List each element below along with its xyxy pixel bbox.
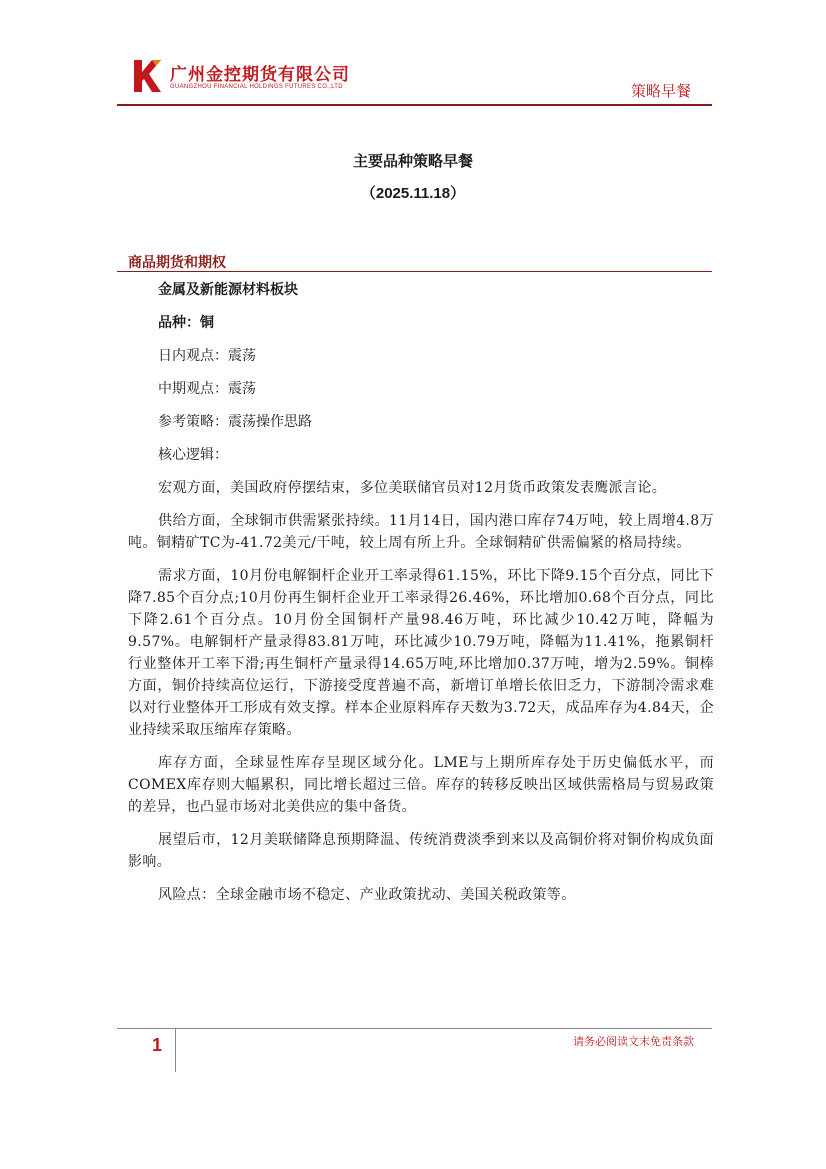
footer-divider: [117, 1028, 712, 1029]
page-number: 1: [152, 1035, 163, 1055]
footer-vertical-divider: [175, 1028, 176, 1072]
report-body: [128, 276, 714, 906]
intraday-view: 日内观点：震荡: [158, 348, 256, 364]
risk-paragraph: 风险点：全球金融市场不稳定、产业政策扰动、美国关税政策等。: [158, 887, 576, 903]
company-name: 广州金控期货有限公司: [170, 65, 350, 85]
document-title: 主要品种策略早餐: [352, 152, 473, 170]
variety-heading: 品种：铜: [158, 315, 214, 331]
core-logic-label: 核心逻辑：: [158, 447, 228, 463]
k-logo-icon: [132, 58, 162, 94]
sector-heading: 金属及新能源材料板块: [158, 282, 298, 298]
supply-paragraph: 供给方面，全球铜市供需紧张持续。11月14日，国内港口库存74万吨，较上周增4.8万吨。铜精矿TC为-41.72美元/干吨，较上周有所上升。全球铜精矿供需偏紧的格局持续。: [128, 513, 714, 551]
section-title: 商品期货和期权: [128, 255, 226, 271]
section-divider: [117, 271, 712, 272]
reference-strategy: 参考策略：震荡操作思路: [158, 414, 312, 430]
header-divider: [117, 104, 712, 106]
document-date: （2025.11.18）: [360, 185, 466, 202]
disclaimer-notice: 请务必阅读文末免责条款: [573, 1035, 694, 1048]
midterm-view: 中期观点：震荡: [158, 381, 256, 397]
report-type: 策略早餐: [630, 82, 691, 100]
demand-paragraph: 需求方面，10月份电解铜杆企业开工率录得61.15%，环比下降9.15个百分点，同比下降7.85个百分点;10月份再生铜杆企业开工率录得26.46%，环比增加0.68个百分点，同比下降2.61个百分点。10月份全国铜杆产量98.46万吨，环比减少10.42万吨，降幅为9.57%。电解铜杆产量录得83.81万吨，环比减少10.79万吨，降幅为11.41%，拖累铜杆行业整体开工率下滑;再生铜杆产量录得14.65万吨,环比增加0.37万吨，增为2.59%。铜棒方面，铜价持续高位运行，下游接受度普遍不高，新增订单增长依旧乏力，下游制冷需求难以对行业整体开工形成有效支撑。样本企业原料库存天数为3.72天，成品库存为4.84天，企业持续采取压缩库存策略。: [128, 568, 714, 738]
outlook-paragraph: 展望后市，12月美联储降息预期降温、传统消费淡季到来以及高铜价将对铜价构成负面影响。: [128, 832, 714, 870]
company-name-en: GUANGZHOU FINANCIAL HOLDINGS FUTURES CO.,LTD: [170, 84, 343, 90]
macro-paragraph: 宏观方面，美国政府停摆结束，多位美联储官员对12月货币政策发表鹰派言论。: [158, 480, 667, 496]
inventory-paragraph: 库存方面，全球显性库存呈现区域分化。LME与上期所库存处于历史偏低水平，而COMEX库存则大幅累积，同比增长超过三倍。库存的转移反映出区域供需格局与贸易政策的差异，也凸显市场对北美供应的集中备货。: [128, 755, 714, 815]
company-logo: [132, 58, 362, 98]
